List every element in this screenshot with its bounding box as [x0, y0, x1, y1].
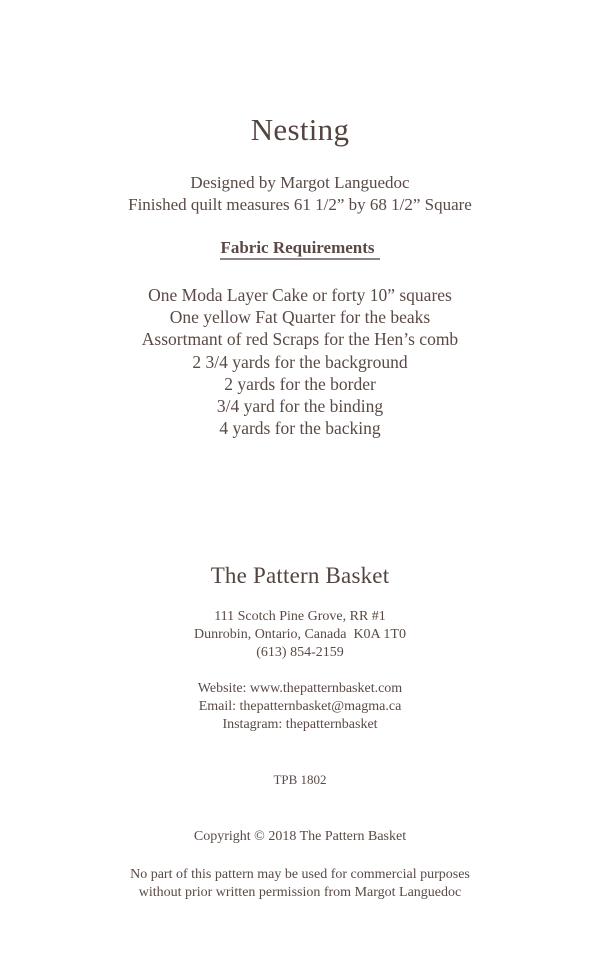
list-item: 3/4 yard for the binding — [216, 396, 384, 417]
usage-notice — [0, 866, 600, 902]
website-link: Website: www.thepatternbasket.com — [197, 681, 403, 696]
copyright-notice: Copyright © 2018 The Pattern Basket — [193, 829, 407, 844]
address-line-2: Dunrobin, Ontario, Canada K0A 1T0 — [194, 627, 406, 642]
pattern-code: TPB 1802 — [273, 772, 327, 787]
list-item: 2 yards for the border — [224, 373, 376, 394]
usage-notice-line-2: without prior written permission from Margot Languedoc — [138, 885, 462, 900]
usage-notice-line-1: No part of this pattern may be used for commercial purposes — [130, 867, 470, 882]
company-address — [0, 608, 600, 662]
list-item: One Moda Layer Cake or forty 10” squares — [148, 285, 452, 305]
address-line-1: 111 Scotch Pine Grove, RR #1 — [214, 609, 386, 624]
instagram-handle: Instagram: thepatternbasket — [222, 717, 378, 732]
designer-credit: Designed by Margot Languedoc — [190, 173, 410, 192]
email-address: Email: thepatternbasket@magma.ca — [198, 699, 402, 714]
company-contact — [0, 680, 600, 734]
company-name: The Pattern Basket — [210, 563, 390, 588]
fabric-requirements-heading-text: Fabric Requirements — [220, 238, 379, 260]
quilt-measurements: Finished quilt measures 61 1/2” by 68 1/2” Square — [128, 195, 472, 214]
list-item: One yellow Fat Quarter for the beaks — [169, 307, 431, 328]
list-item: Assortmant of red Scraps for the Hen’s comb — [141, 329, 459, 350]
phone-number: (613) 854-2159 — [256, 645, 344, 660]
fabric-requirements-list — [0, 284, 600, 439]
fabric-requirements-heading — [0, 238, 600, 258]
page-title: Nesting — [250, 112, 350, 147]
list-item: 2 3/4 yards for the background — [192, 351, 408, 372]
list-item: 4 yards for the backing — [219, 418, 381, 439]
pattern-info — [0, 172, 600, 216]
